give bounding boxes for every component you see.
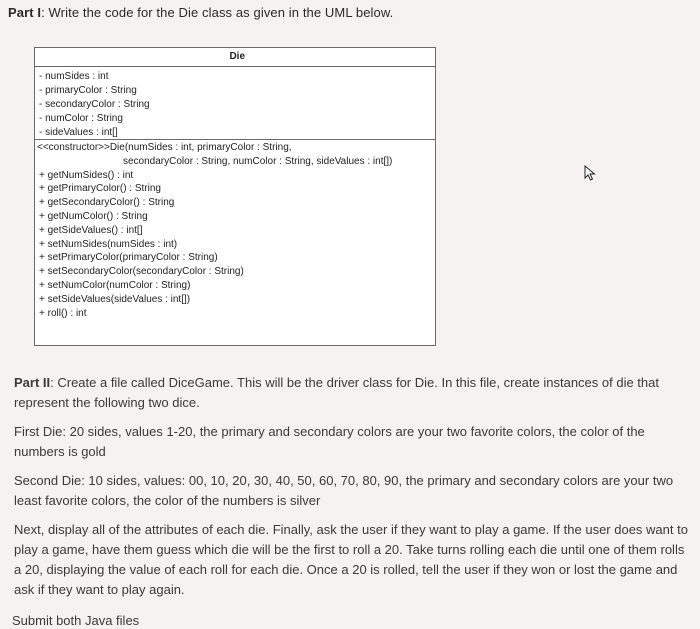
uml-class-name: Die — [35, 48, 435, 67]
uml-constructor: <<constructor>>Die(numSides : int, primaryColor : String, — [37, 142, 292, 153]
uml-method: + setPrimaryColor(primaryColor : String) — [39, 252, 218, 264]
submit-instruction-cutoff: Submit both Java files — [12, 613, 140, 628]
uml-attributes — [35, 67, 435, 140]
part1-label: Part I — [8, 5, 42, 20]
part2-label: Part II — [14, 375, 51, 390]
uml-method: + getSideValues() : int[] — [39, 224, 143, 236]
uml-method: + setSideValues(sideValues : int[]) — [39, 293, 191, 305]
uml-methods — [35, 140, 435, 320]
uml-method: + setSecondaryColor(secondaryColor : String) — [39, 266, 244, 278]
uml-attribute: - numSides : int — [39, 71, 109, 82]
uml-method: + getSecondaryColor() : String — [39, 197, 175, 209]
part1-heading — [8, 5, 393, 20]
uml-method: + getNumSides() : int — [39, 169, 134, 181]
uml-method: + setNumSides(numSides : int) — [39, 238, 178, 250]
uml-method: + roll() : int — [39, 307, 87, 319]
second-die-paragraph: Second Die: 10 sides, values: 00, 10, 20, 30, 40, 50, 60, 70, 80, 90, the primary and secondary colors are your two least favorite colors, the color of the numbers is silver — [14, 473, 674, 508]
uml-method: + getPrimaryColor() : String — [39, 183, 161, 195]
uml-attribute: - numColor : String — [39, 113, 123, 124]
part2-intro — [14, 373, 690, 413]
uml-method: + getNumColor() : String — [39, 210, 148, 222]
uml-attribute: - primaryColor : String — [39, 85, 137, 96]
first-die-paragraph: First Die: 20 sides, values 1-20, the primary and secondary colors are your two favorite colors, the color of the numbers is gold — [14, 424, 645, 459]
uml-class-diagram — [34, 47, 436, 346]
uml-attribute: - secondaryColor : String — [39, 99, 150, 110]
uml-attribute: - sideValues : int[] — [39, 127, 118, 138]
uml-method: + setNumColor(numColor : String) — [39, 279, 191, 291]
uml-constructor-continued: secondaryColor : String, numColor : String, sideValues : int[]) — [123, 155, 393, 167]
part2-intro-text: : Create a file called DiceGame. This will be the driver class for Die. In this file, create instances of die that represent the following two dice. — [14, 375, 659, 410]
next-paragraph: Next, display all of the attributes of each die. Finally, ask the user if they want to play a game. If the user does want to play a game, have them guess which die will be the first to roll a 20. Take turns rolling each die until one of them rolls a 20, displaying the value of each roll for each die. Once a 20 is rolled, tell the user if they won or lost the game and ask if they want to play again. — [14, 522, 688, 597]
part1-text: : Write the code for the Die class as given in the UML below. — [41, 5, 394, 20]
part2-section — [14, 373, 690, 609]
mouse-pointer-icon — [584, 165, 596, 186]
